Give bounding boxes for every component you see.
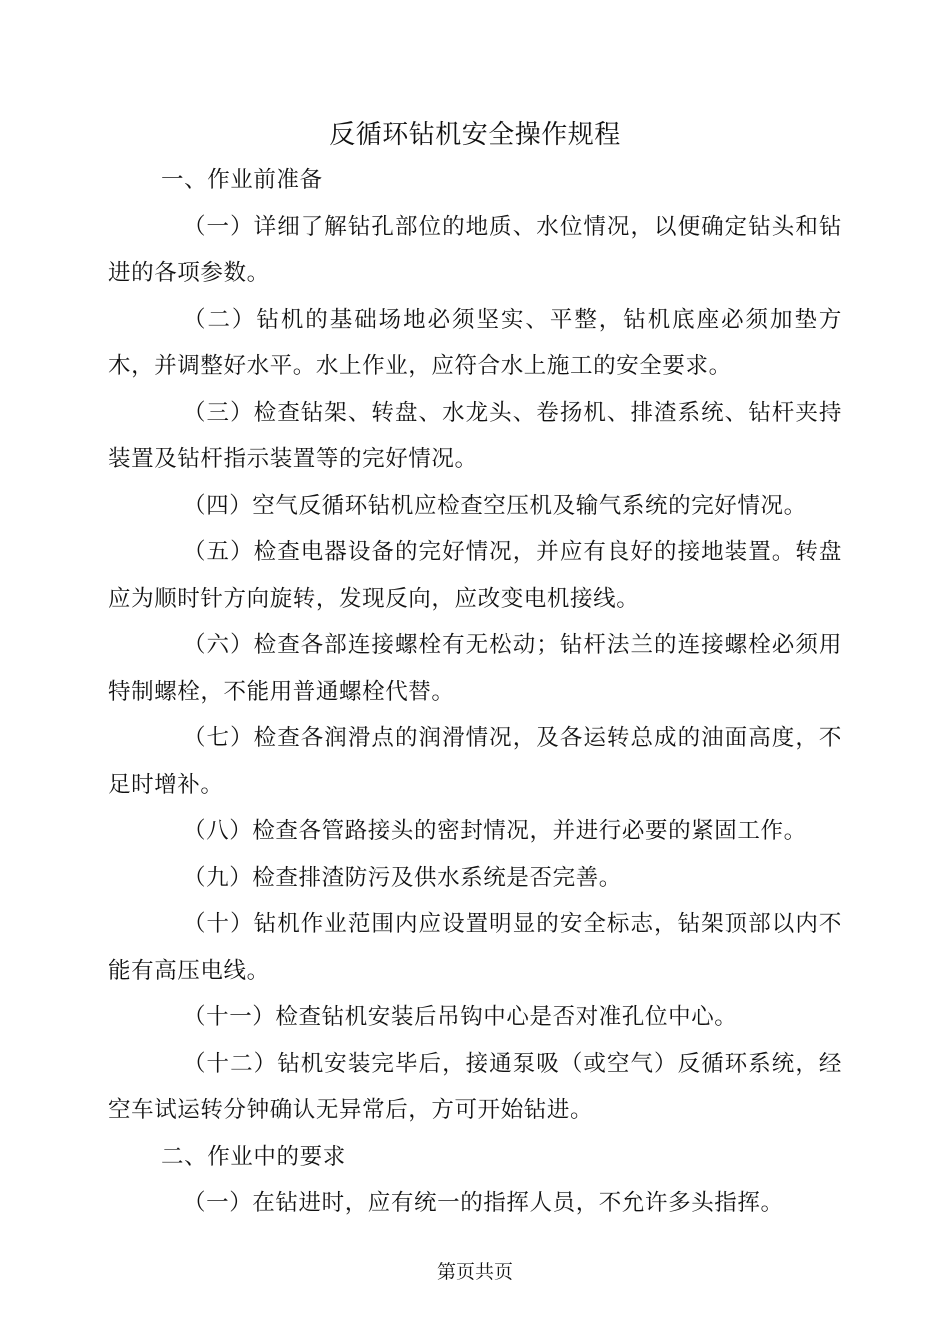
page-footer: 第页共页	[436, 1261, 513, 1283]
paragraph: （八）检查各管路接头的密封情况，并进行必要的紧固工作。	[183, 818, 807, 844]
paragraph: （三）检查钻架、转盘、水龙头、卷扬机、排渣系统、钻杆夹持装置及钻杆指示装置等的完好情况。	[108, 399, 842, 472]
paragraph: （一）详细了解钻孔部位的地质、水位情况，以便确定钻头和钻进的各项参数。	[108, 213, 842, 286]
paragraph: （九）检查排渣防污及供水系统是否完善。	[183, 864, 622, 891]
section-heading: 二、作业中的要求	[161, 1143, 346, 1170]
document-title: 反循环钻机安全操作规程	[329, 120, 621, 150]
paragraph: （七）检查各润滑点的润滑情况，及各运转总成的油面高度，不足时增补。	[108, 725, 842, 798]
document-body	[108, 157, 842, 1227]
section-heading: 一、作业前准备	[161, 167, 323, 193]
paragraph: （十一）检查钻机安装后吊钩中心是否对准孔位中心。	[183, 1004, 738, 1030]
paragraph: （六）检查各部连接螺栓有无松动；钻杆法兰的连接螺栓必须用特制螺栓，不能用普通螺栓代替。	[108, 632, 842, 705]
paragraph: （一）在钻进时，应有统一的指挥人员，不允许多头指挥。	[183, 1190, 784, 1216]
paragraph: （十二）钻机安装完毕后，接通泵吸（或空气）反循环系统，经空车试运转分钟确认无异常后，方可开始钻进。	[108, 1050, 842, 1123]
paragraph: （四）空气反循环钻机应检查空压机及输气系统的完好情况。	[183, 492, 807, 519]
paragraph: （十）钻机作业范围内应设置明显的安全标志，钻架顶部以内不能有高压电线。	[108, 911, 842, 984]
paragraph: （五）检查电器设备的完好情况，并应有良好的接地装置。转盘应为顺时针方向旋转，发现反向，应改变电机接线。	[108, 539, 842, 612]
paragraph: （二）钻机的基础场地必须坚实、平整，钻机底座必须加垫方木，并调整好水平。水上作业，应符合水上施工的安全要求。	[108, 306, 842, 379]
